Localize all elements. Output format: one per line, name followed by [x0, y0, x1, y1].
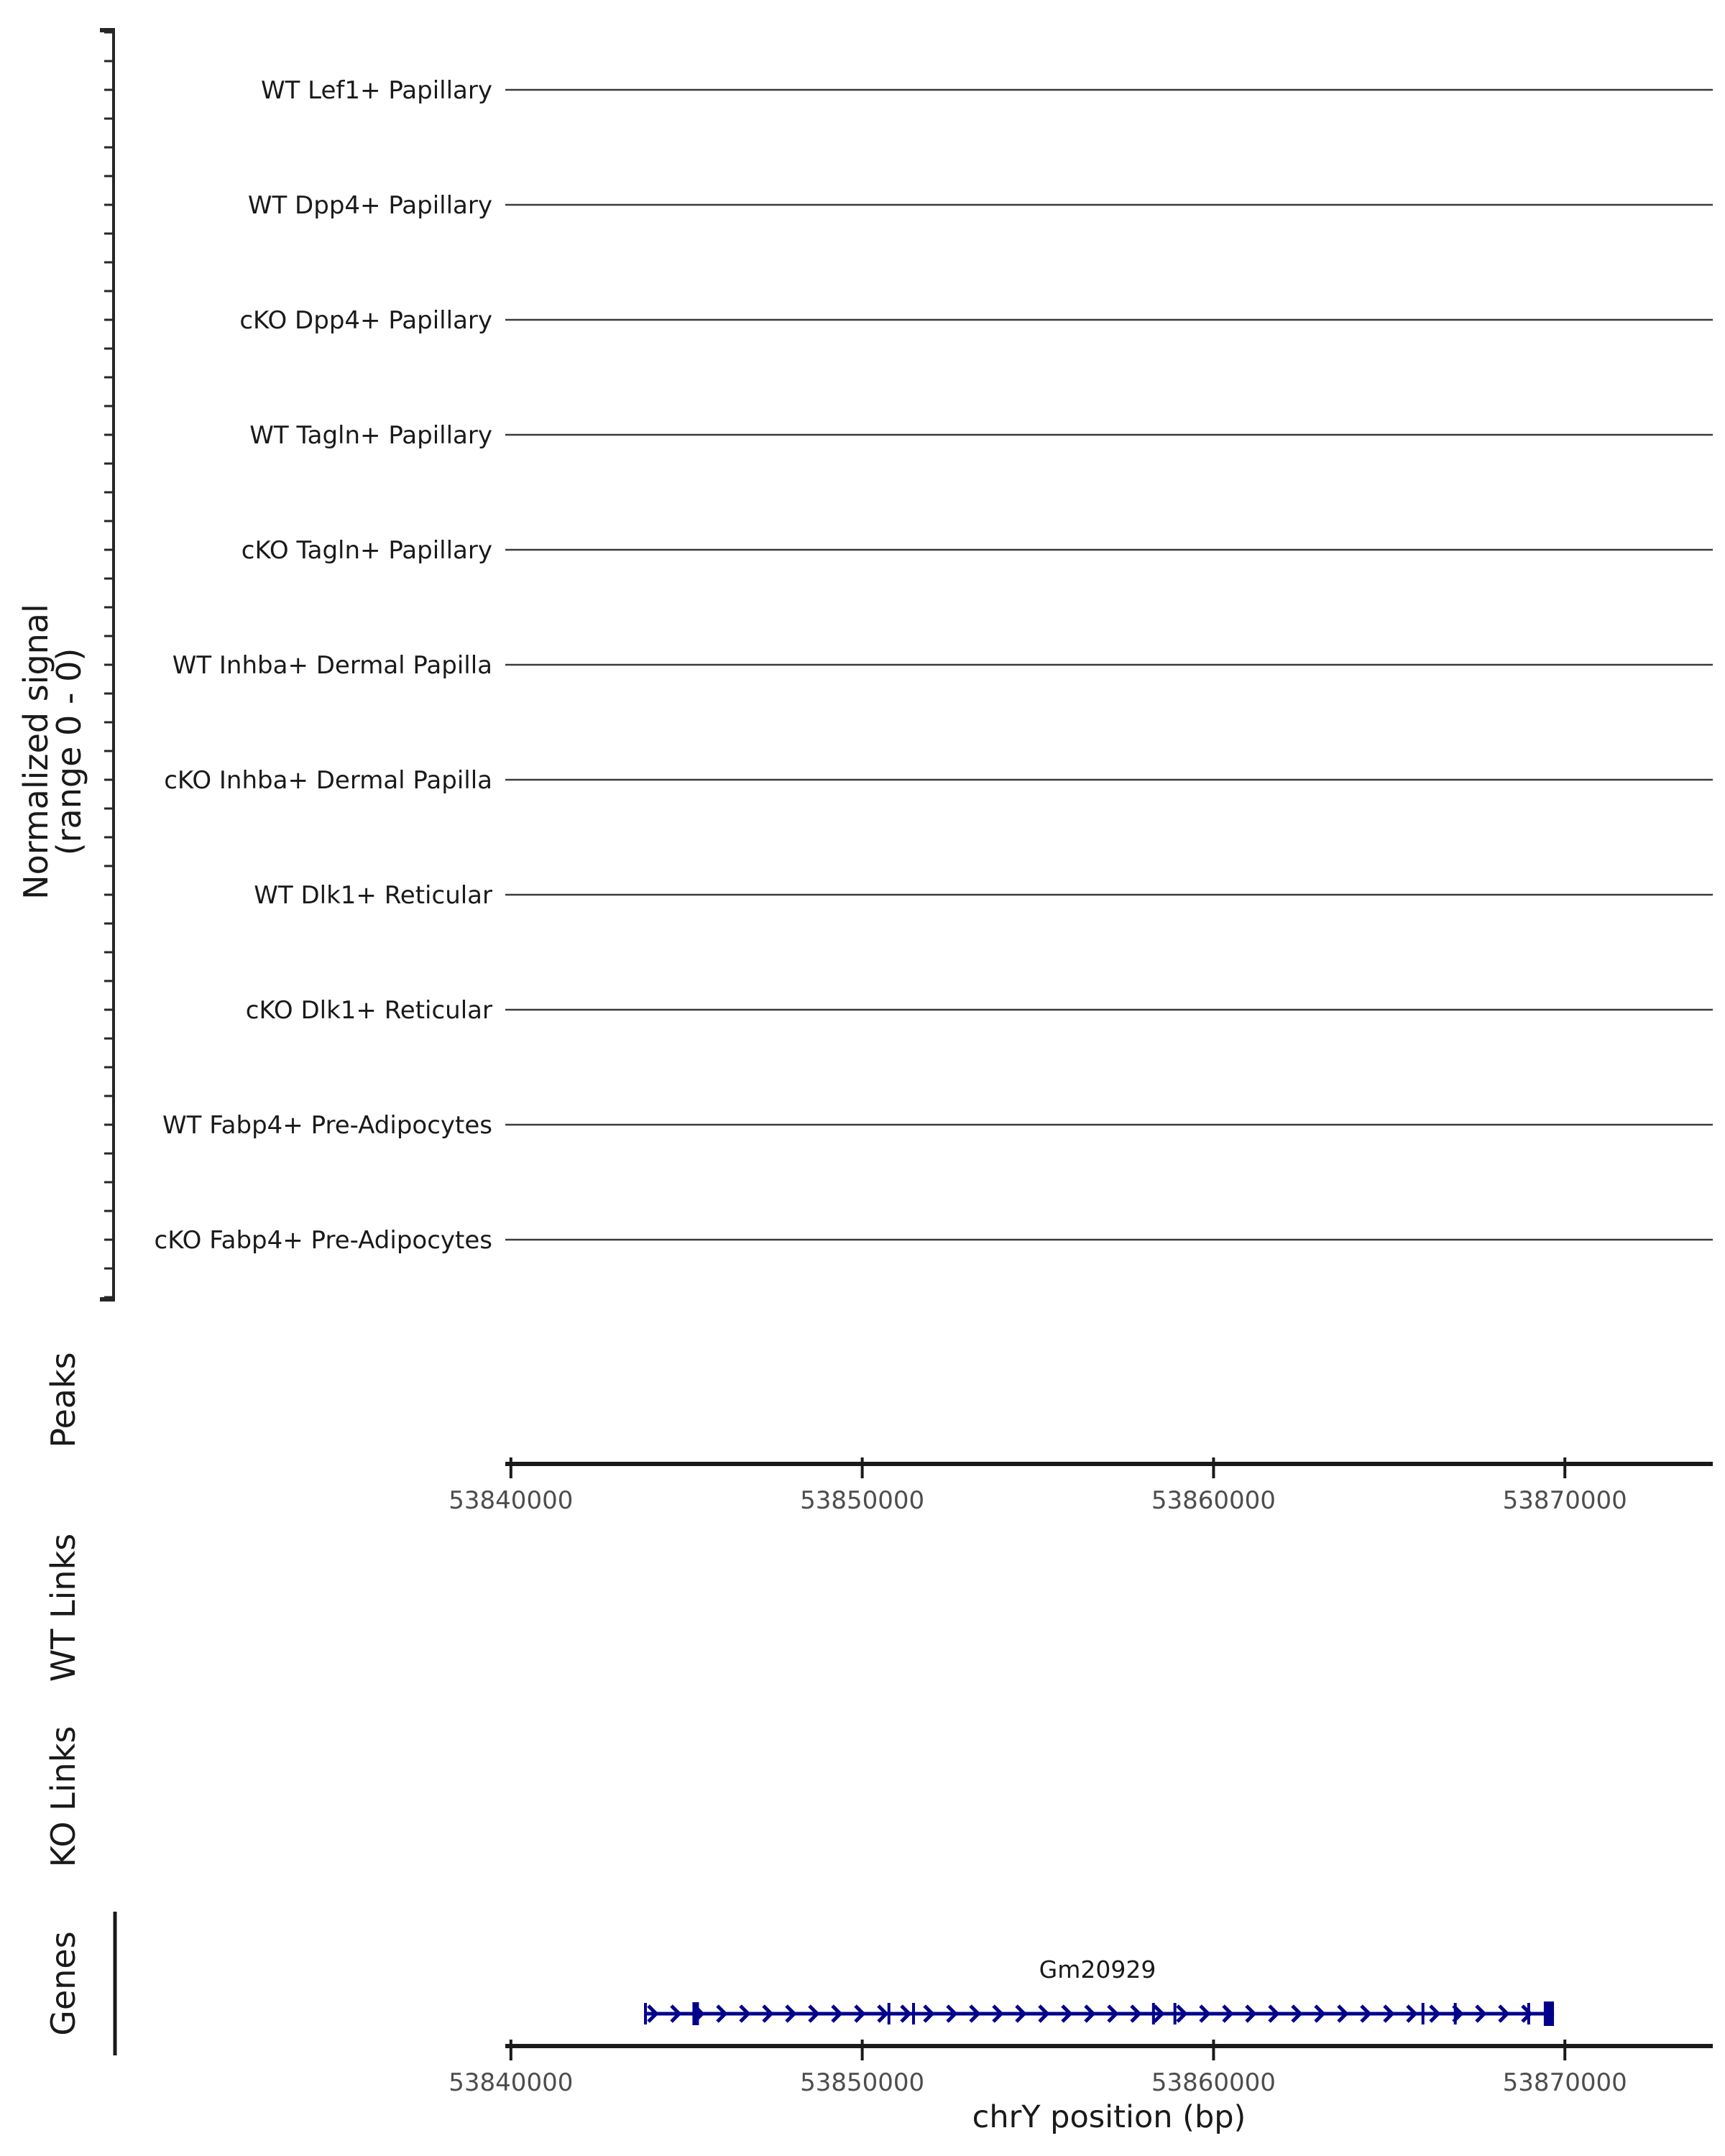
signal-tracks: [155, 76, 1714, 1255]
axis-tick-label: 53840000: [448, 2068, 574, 2097]
gene-name-label: Gm20929: [1039, 1955, 1156, 1984]
track-label: cKO Inhba+ Dermal Papilla: [164, 766, 492, 795]
track-label: WT Tagln+ Papillary: [249, 421, 492, 450]
wt-links-panel-label: WT Links: [44, 1533, 83, 1682]
gene-exon-tick: [888, 2003, 891, 2024]
gene-terminal-exon-block: [1544, 2001, 1554, 2026]
gene-exon-tick: [1422, 2003, 1425, 2024]
track-label: cKO Tagln+ Papillary: [241, 536, 492, 565]
peaks-genomic-axis: [448, 1457, 1713, 1515]
gene-exon-tick: [912, 2003, 915, 2024]
gene-exon-wide: [692, 2002, 699, 2025]
track-label: cKO Dpp4+ Papillary: [239, 306, 492, 335]
gene-exon-tick: [1174, 2003, 1177, 2024]
track-label: WT Fabp4+ Pre-Adipocytes: [162, 1111, 492, 1140]
track-label: WT Inhba+ Dermal Papilla: [172, 651, 492, 680]
genes-panel: [44, 1912, 1713, 2135]
y-axis-label-line2: (range 0 - 0): [50, 648, 88, 856]
ko-links-panel: [44, 1726, 83, 1868]
axis-tick-label: 53850000: [800, 1486, 925, 1515]
gene-exon-tick: [644, 2003, 647, 2024]
signal-panel: [17, 29, 1713, 1301]
axis-tick-label: 53860000: [1151, 1486, 1276, 1515]
wt-links-panel: [44, 1534, 83, 1682]
track-label: WT Dlk1+ Reticular: [254, 881, 492, 910]
gene-model: [644, 2001, 1554, 2026]
track-label: WT Dpp4+ Papillary: [247, 191, 492, 220]
gene-exon-tick: [1527, 2003, 1530, 2024]
gene-exon-tick: [1454, 2003, 1457, 2024]
track-label: cKO Fabp4+ Pre-Adipocytes: [154, 1226, 492, 1255]
track-label: cKO Dlk1+ Reticular: [245, 996, 492, 1025]
position-axis: [448, 2040, 1713, 2097]
peaks-panel: [44, 1352, 1713, 1515]
axis-tick-label: 53870000: [1502, 2068, 1627, 2097]
axis-tick-label: 53870000: [1502, 1486, 1627, 1515]
x-axis-title: chrY position (bp): [972, 2099, 1246, 2135]
peaks-panel-label: Peaks: [44, 1352, 83, 1448]
track-label: WT Lef1+ Papillary: [260, 76, 492, 105]
axis-tick-label: 53840000: [448, 1486, 574, 1515]
ko-links-panel-label: KO Links: [44, 1726, 83, 1868]
axis-tick-label: 53850000: [800, 2068, 925, 2097]
y-axis-label-line1: Normalized signal: [17, 604, 55, 900]
gene-exon-tick: [1152, 2003, 1155, 2024]
axis-tick-label: 53860000: [1151, 2068, 1276, 2097]
genes-panel-label: Genes: [44, 1931, 83, 2036]
